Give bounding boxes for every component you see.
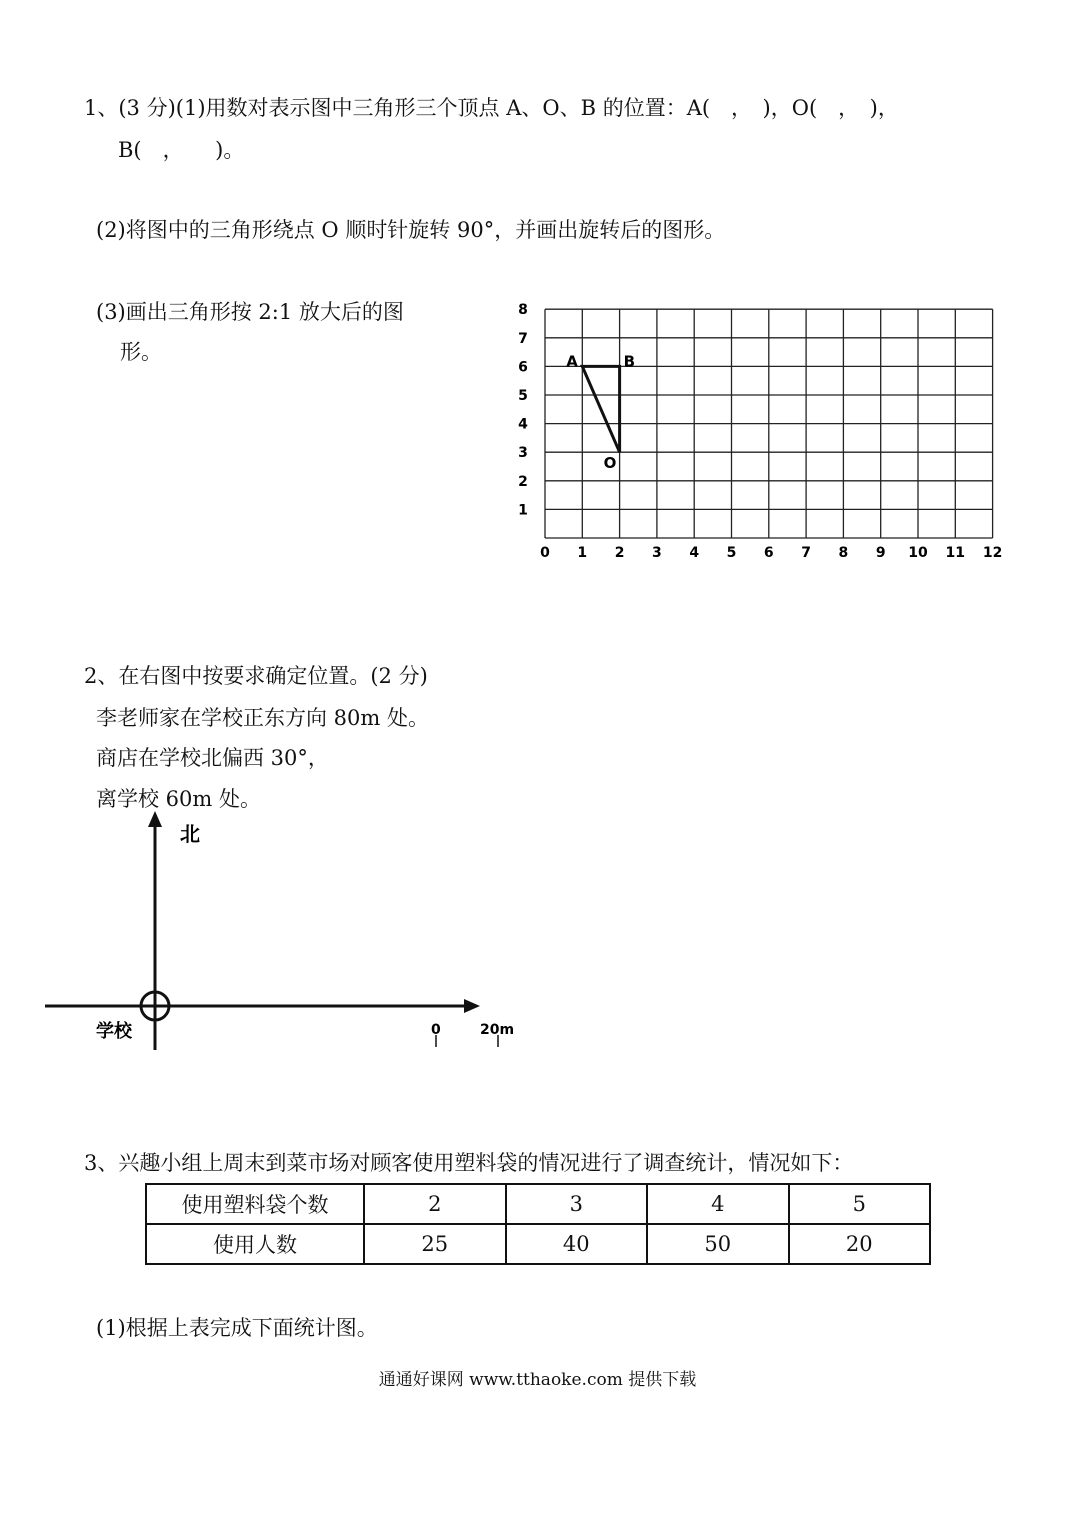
q3-title: 3、兴趣小组上周末到菜市场对顾客使用塑料袋的情况进行了调查统计，情况如下：: [84, 1151, 854, 1175]
table-cell: 5: [789, 1184, 931, 1224]
q2-line1: 李老师家在学校正东方向 80m 处。: [96, 706, 429, 730]
y-tick-label: 4: [518, 416, 528, 433]
q1-part3-line2: 形。: [120, 340, 162, 364]
north-label: 北: [180, 822, 200, 846]
north-arrow-head: [148, 811, 162, 827]
vertex-label: O: [603, 454, 617, 473]
y-tick-label: 3: [518, 445, 528, 462]
q2-line3: 离学校 60m 处。: [96, 787, 261, 811]
x-tick-label: 0: [540, 545, 550, 561]
coordinate-grid: [505, 300, 1015, 570]
table-cell: 25: [364, 1224, 506, 1264]
x-tick-label: 2: [614, 545, 625, 561]
y-tick-label: 5: [518, 388, 528, 404]
school-label: 学校: [96, 1021, 132, 1042]
y-tick-label: 1: [518, 502, 528, 519]
y-tick-label: 7: [518, 330, 528, 347]
stats-table: [145, 1183, 931, 1265]
coordinate-grid-svg: [505, 300, 1015, 570]
table-cell: 2: [364, 1184, 506, 1224]
x-tick-label: 5: [726, 545, 737, 561]
table-row: [146, 1224, 930, 1264]
vertex-label: A: [566, 352, 578, 371]
table-cell: 使用人数: [146, 1224, 364, 1264]
table-cell: 使用塑料袋个数: [146, 1184, 364, 1224]
x-tick-label: 1: [577, 545, 588, 561]
scale-unit-label: 20m: [480, 1022, 515, 1038]
table-cell: 4: [647, 1184, 789, 1224]
x-tick-label: 3: [652, 545, 662, 561]
vertex-label: B: [623, 352, 636, 371]
x-tick-label: 7: [801, 545, 811, 561]
x-tick-label: 10: [908, 545, 928, 561]
x-tick-label: 11: [945, 545, 966, 561]
y-tick-label: 6: [518, 359, 528, 376]
table-cell: 40: [506, 1224, 648, 1264]
east-arrow-head: [464, 999, 480, 1013]
q1-part3-line1: (3)画出三角形按 2:1 放大后的图: [96, 300, 404, 324]
table-cell: 50: [647, 1224, 789, 1264]
triangle-aob: [582, 366, 619, 452]
x-tick-label: 6: [763, 545, 774, 561]
q2-title: 2、在右图中按要求确定位置。(2 分): [84, 664, 428, 688]
x-tick-label: 12: [982, 545, 1003, 561]
q1-part2: (2)将图中的三角形绕点 O 顺时针旋转 90°，并画出旋转后的图形。: [96, 218, 726, 242]
q3-part1: (1)根据上表完成下面统计图。: [96, 1316, 378, 1340]
x-tick-label: 8: [838, 545, 849, 561]
compass-svg: [40, 805, 540, 1065]
compass-diagram: [40, 805, 540, 1065]
q1-line2: B( ， )。: [118, 138, 245, 162]
scale-zero-label: 0: [431, 1022, 441, 1038]
q2-line2: 商店在学校北偏西 30°，: [96, 746, 329, 770]
y-tick-label: 2: [518, 473, 528, 490]
x-tick-label: 4: [689, 545, 700, 561]
x-tick-label: 9: [875, 545, 886, 561]
y-tick-label: 8: [518, 302, 528, 319]
footer-note: 通通好课网 www.tthaoke.com 提供下载: [378, 1370, 697, 1390]
table-cell: 3: [506, 1184, 648, 1224]
table-cell: 20: [789, 1224, 931, 1264]
table-row: [146, 1184, 930, 1224]
q1-line1: 1、(3 分)(1)用数对表示图中三角形三个顶点 A、O、B 的位置：A( ， )，O( ， )，: [84, 96, 899, 120]
